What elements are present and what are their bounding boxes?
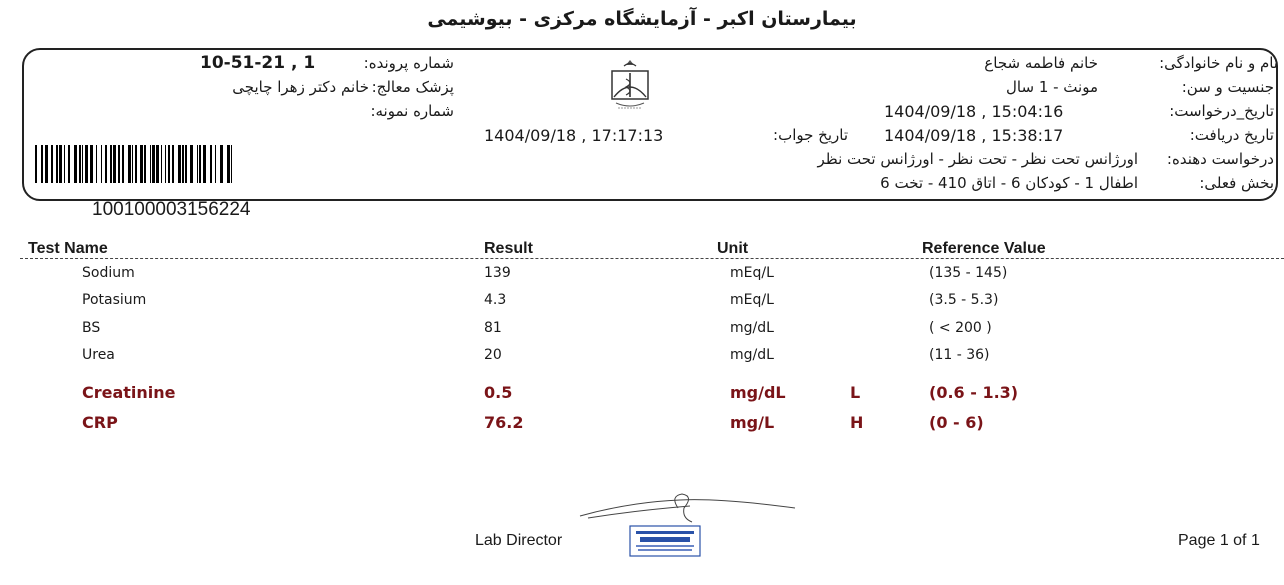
signature-stamp	[570, 488, 810, 558]
barcode-bar	[231, 145, 232, 183]
patient-name: خانم فاطمه شجاع	[984, 54, 1098, 72]
barcode-bar	[227, 145, 230, 183]
barcode-bar	[215, 145, 216, 183]
row-name: CRP	[82, 413, 118, 432]
barcode-bar	[172, 145, 174, 183]
request-date-label: تاریخ_درخواست:	[1169, 102, 1274, 120]
barcode-bar	[185, 145, 187, 183]
barcode-bar	[56, 145, 58, 183]
answer-date: 1404/09/18 , 17:17:13	[484, 126, 664, 145]
row-ref: (0.6 - 1.3)	[929, 383, 1019, 402]
barcode-bar	[220, 145, 223, 183]
row-ref: (3.5 - 5.3)	[929, 292, 999, 308]
barcode-bar	[152, 145, 155, 183]
barcode-bar	[105, 145, 107, 183]
col-result: Result	[484, 240, 533, 257]
barcode-bar	[35, 145, 37, 183]
row-ref: (11 - 36)	[929, 347, 990, 363]
barcode-bar	[144, 145, 146, 183]
row-unit: mg/L	[730, 413, 775, 432]
row-result: 139	[484, 265, 511, 281]
barcode	[33, 145, 340, 183]
doctor-label: پزشک معالج:	[371, 78, 454, 96]
row-name: Creatinine	[82, 383, 176, 402]
barcode-bar	[110, 145, 112, 183]
row-result: 4.3	[484, 292, 507, 308]
barcode-bar	[74, 145, 77, 183]
page-number: Page 1 of 1	[1178, 532, 1260, 549]
hospital-logo-icon	[600, 57, 660, 115]
row-flag: H	[850, 413, 864, 432]
gender-age: مونث - 1 سال	[1006, 78, 1098, 96]
row-unit: mEq/L	[730, 265, 774, 281]
barcode-bar	[178, 145, 181, 183]
row-result: 76.2	[484, 413, 524, 432]
row-flag: L	[850, 383, 861, 402]
barcode-bar	[90, 145, 93, 183]
requester: اورژانس تحت نظر - تحت نظر - اورژانس تحت نظر	[817, 150, 1138, 168]
ward-label: بخش فعلی:	[1199, 174, 1274, 192]
doctor-name: خانم دکتر زهرا چایچی	[232, 78, 369, 96]
barcode-bar	[79, 145, 81, 183]
barcode-bar	[85, 145, 88, 183]
barcode-bar	[45, 145, 48, 183]
receive-date-label: تاریخ دریافت:	[1189, 126, 1274, 144]
barcode-bar	[118, 145, 120, 183]
barcode-bar	[161, 145, 162, 183]
barcode-bar	[140, 145, 143, 183]
requester-label: درخواست دهنده:	[1166, 150, 1274, 168]
ward: اطفال 1 - کودکان 6 - اتاق 410 - تخت 6	[880, 174, 1138, 192]
barcode-bar	[182, 145, 184, 183]
barcode-bar	[68, 145, 70, 183]
receive-date: 1404/09/18 , 15:38:17	[884, 126, 1064, 145]
name-label: نام و نام خانوادگی:	[1159, 54, 1278, 72]
row-unit: mg/dL	[730, 383, 786, 402]
lab-director-label: Lab Director	[475, 532, 563, 549]
header-divider	[20, 258, 1284, 259]
row-name: BS	[82, 320, 101, 336]
row-ref: (0 - 6)	[929, 413, 984, 432]
barcode-bar	[113, 145, 116, 183]
row-ref: ( < 200 )	[929, 320, 992, 336]
row-name: Urea	[82, 347, 115, 363]
barcode-bar	[168, 145, 170, 183]
barcode-bar	[197, 145, 198, 183]
report-title: بیمارستان اکبر - آزمایشگاه مرکزی - بیوشیمی	[427, 8, 857, 30]
barcode-bar	[41, 145, 43, 183]
barcode-bar	[165, 145, 166, 183]
row-result: 81	[484, 320, 502, 336]
col-reference: Reference Value	[922, 240, 1046, 257]
row-result: 0.5	[484, 383, 513, 402]
col-unit: Unit	[717, 240, 749, 257]
answer-date-label: تاریخ جواب:	[773, 126, 848, 144]
barcode-bar	[156, 145, 159, 183]
row-unit: mg/dL	[730, 347, 774, 363]
row-unit: mEq/L	[730, 292, 774, 308]
row-name: Potasium	[82, 292, 147, 308]
sample-number-label: شماره نمونه:	[370, 102, 454, 120]
col-test-name: Test Name	[28, 240, 108, 257]
barcode-bar	[199, 145, 201, 183]
barcode-bar	[203, 145, 206, 183]
barcode-bar	[128, 145, 131, 183]
row-result: 20	[484, 347, 502, 363]
barcode-bar	[64, 145, 65, 183]
barcode-bar	[51, 145, 53, 183]
gender-age-label: جنسیت و سن:	[1181, 78, 1274, 96]
barcode-bar	[190, 145, 193, 183]
barcode-bar	[96, 145, 97, 183]
row-unit: mg/dL	[730, 320, 774, 336]
barcode-bar	[150, 145, 151, 183]
barcode-bar	[210, 145, 212, 183]
barcode-number: 100100003156224	[92, 199, 251, 220]
barcode-bar	[82, 145, 83, 183]
row-name: Sodium	[82, 265, 135, 281]
file-number-label: شماره پرونده:	[363, 54, 454, 72]
barcode-bar	[101, 145, 102, 183]
barcode-bar	[122, 145, 124, 183]
barcode-bar	[132, 145, 133, 183]
file-number: 10-51-21 , 1	[200, 53, 316, 73]
barcode-bar	[59, 145, 62, 183]
barcode-bar	[135, 145, 137, 183]
row-ref: (135 - 145)	[929, 265, 1008, 281]
request-date: 1404/09/18 , 15:04:16	[884, 102, 1064, 121]
